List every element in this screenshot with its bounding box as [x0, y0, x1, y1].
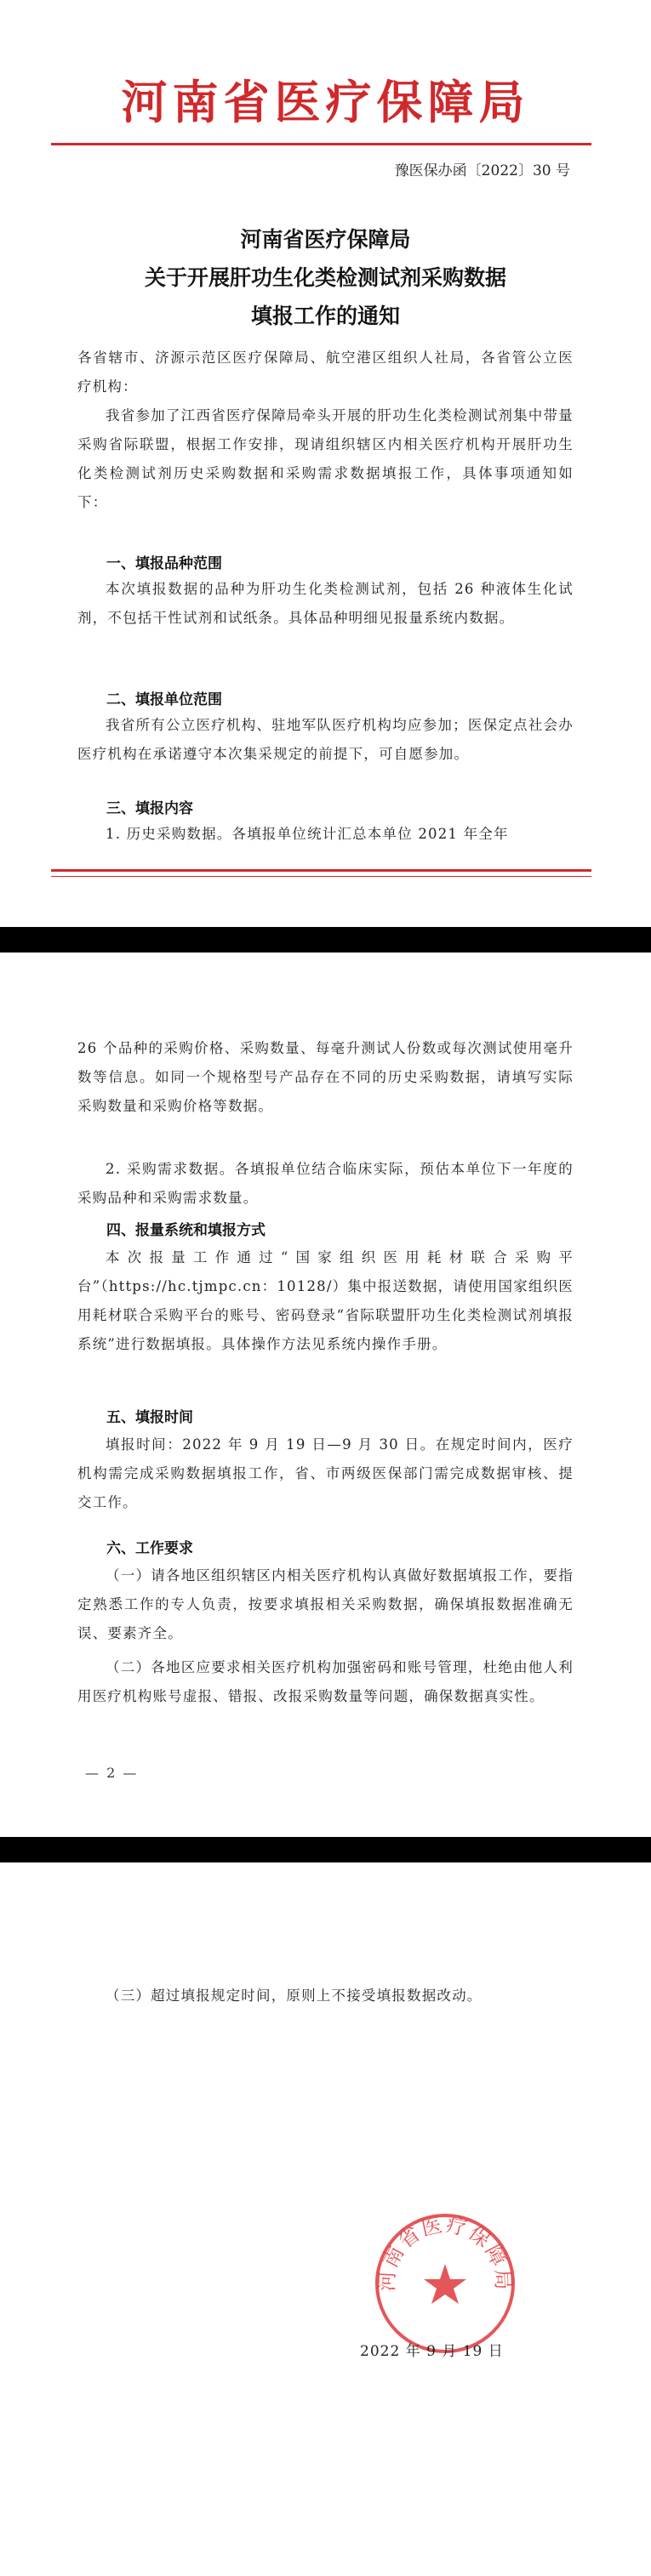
section-3-item-2: 2. 采购需求数据。各填报单位结合临床实际，预估本单位下一年度的采购品种和采购需求数量。	[77, 1161, 574, 1206]
official-seal	[373, 2211, 517, 2356]
section-6-requirement-3: （三）超过填报规定时间，原则上不接受填报数据改动。	[106, 1987, 483, 2004]
page-1	[0, 0, 651, 927]
section-2-heading: 二、填报单位范围	[106, 691, 222, 708]
section-5-body: 填报时间：2022 年 9 月 19 日—9 月 30 日。在规定时间内，医疗机构需完成采购数据填报工作，省、市两级医保部门需完成数据审核、提交工作。	[77, 1436, 574, 1510]
issue-date: 2022 年 9 月 19 日	[360, 2343, 504, 2360]
section-6-requirement-1: （一）请各地区组织辖区内相关医疗机构认真做好数据填报工作，要指定熟悉工作的专人负责，按要求填报相关采购数据，确保填报数据准确无误、要素齐全。	[77, 1567, 574, 1641]
intro-paragraph: 我省参加了江西省医疗保障局牵头开展的肝功生化类检测试剂集中带量采购省际联盟，根据工作安排，现请组织辖区内相关医疗机构开展肝功生化类检测试剂历史采购数据和采购需求数据填报工作，具体事项通知如下：	[77, 407, 574, 510]
recipients: 各省辖市、济源示范区医疗保障局、航空港区组织人社局，各省管公立医疗机构：	[77, 350, 574, 395]
section-1-body: 本次填报数据的品种为肝功生化类检测试剂，包括 26 种液体生化试剂，不包括干性试剂和试纸条。具体品种明细见报量系统内数据。	[77, 581, 574, 626]
page-gap	[0, 927, 651, 952]
section-6-heading: 六、工作要求	[106, 1540, 193, 1557]
page-3	[0, 1862, 651, 2576]
svg-text:河南省医疗保障局: 河南省医疗保障局	[374, 2212, 516, 2292]
document-title-line-3: 填报工作的通知	[250, 304, 400, 328]
section-4-body: 本次报量工作通过“国家组织医用耗材联合采购平台”（https://hc.tjmpc.cn：10128/）集中报送数据，请使用国家组织医用耗材联合采购平台的账号、密码登录“省际联盟肝功生化类检测试剂填报系统”进行数据填报。具体操作方法见系统内操作手册。	[77, 1249, 574, 1352]
section-3-item-1-continued: 26 个品种的采购价格、采购数量、每毫升测试人份数或每次测试使用毫升数等信息。如同一个规格型号产品存在不同的历史采购数据，请填写实际采购数量和采购价格等数据。	[77, 1040, 574, 1114]
section-2-body: 我省所有公立医疗机构、驻地军队医疗机构均应参加；医保定点社会办医疗机构在承诺遵守本次集采规定的前提下，可自愿参加。	[77, 717, 574, 762]
footer-red-rule-thin	[51, 876, 591, 877]
document-title-line-1: 河南省医疗保障局	[240, 227, 411, 252]
section-4-heading: 四、报量系统和填报方式	[106, 1222, 266, 1239]
footer-red-rule	[51, 869, 591, 872]
section-3-heading: 三、填报内容	[106, 800, 193, 817]
header-red-rule	[51, 143, 591, 145]
section-3-item-1-start: 1. 历史采购数据。各填报单位统计汇总本单位 2021 年全年	[106, 826, 509, 842]
document-header-title: 河南省医疗保障局	[121, 75, 530, 129]
document-number: 豫医保办函〔2022〕30 号	[394, 162, 570, 179]
page-gap	[0, 1837, 651, 1862]
section-1-heading: 一、填报品种范围	[106, 555, 222, 572]
section-6-requirement-2: （二）各地区应要求相关医疗机构加强密码和账号管理，杜绝由他人利用医疗机构账号虚报、错报、改报采购数量等问题，确保数据真实性。	[77, 1659, 574, 1704]
section-5-heading: 五、填报时间	[106, 1409, 193, 1426]
document-title-line-2: 关于开展肝功生化类检测试剂采购数据	[144, 265, 506, 290]
page-number: — 2 —	[85, 1765, 139, 1781]
